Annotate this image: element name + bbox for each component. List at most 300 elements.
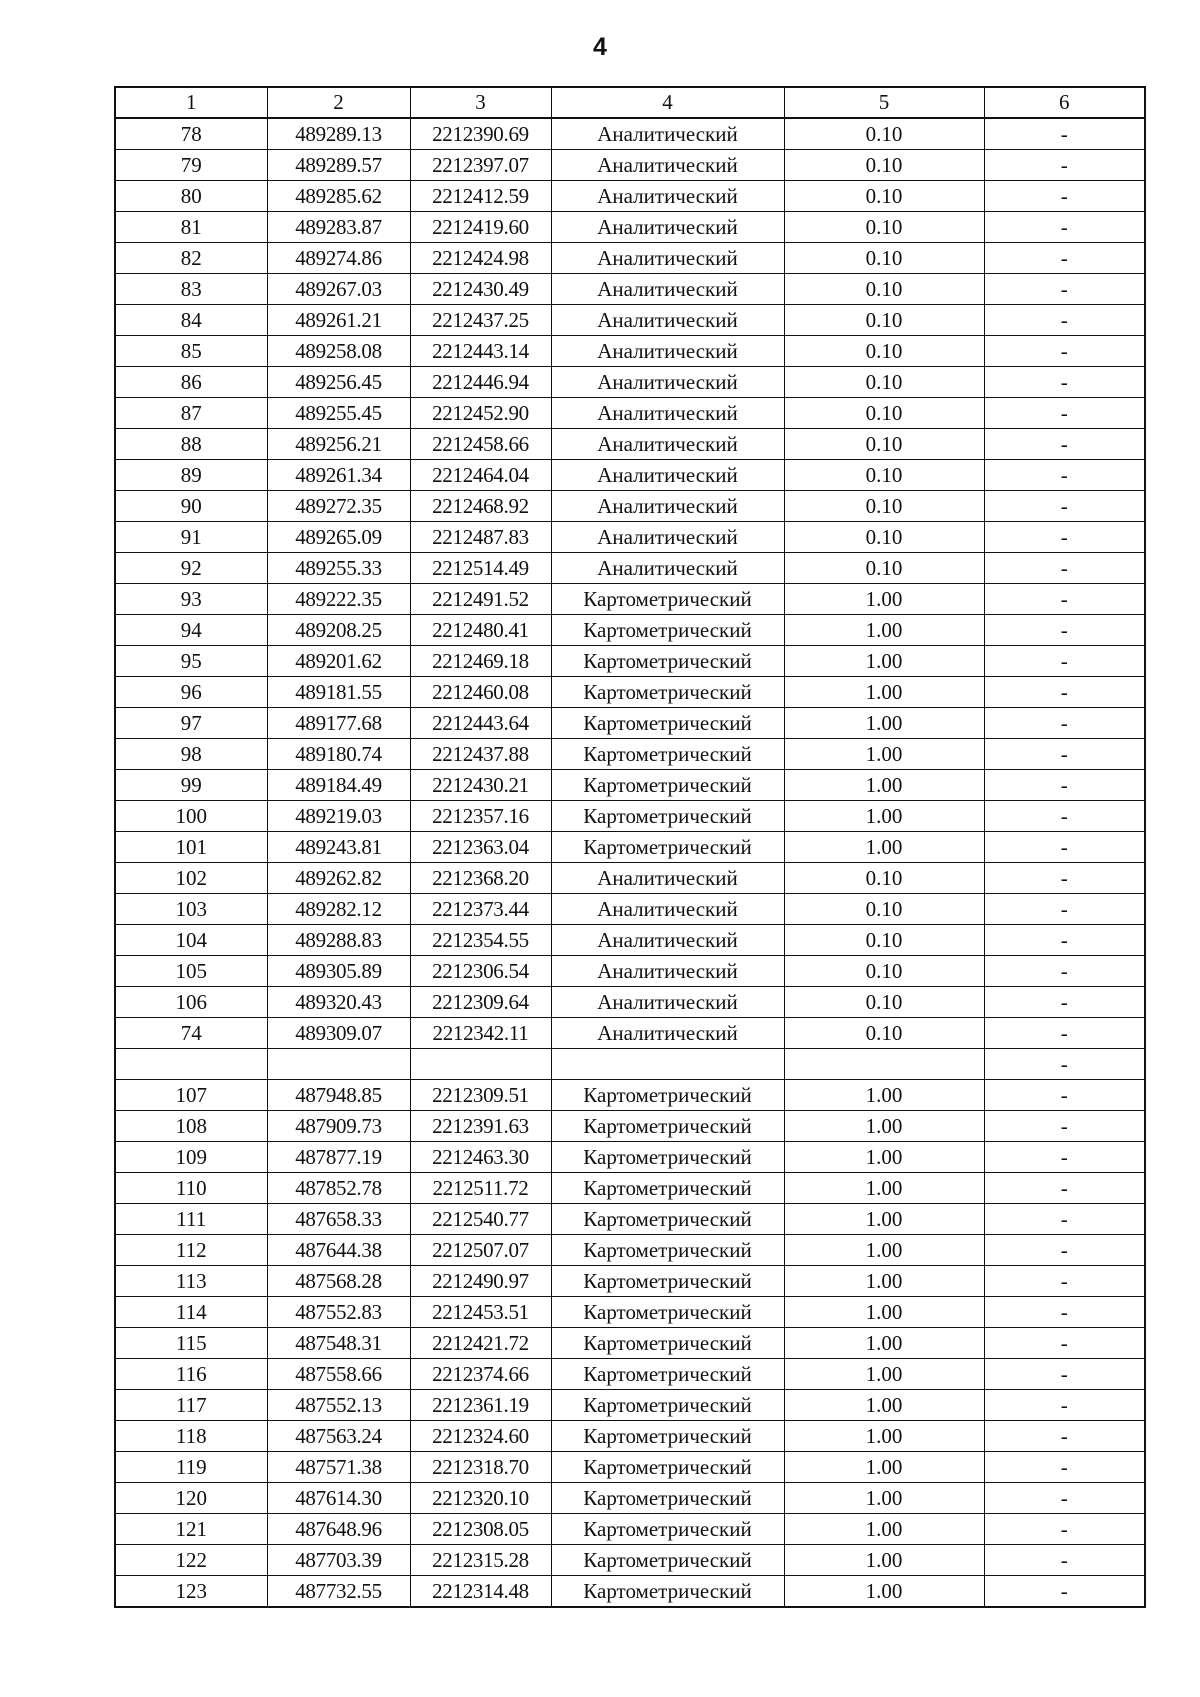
x-coordinate-cell: 489272.35 — [267, 491, 410, 522]
method-cell: Картометрический — [551, 677, 784, 708]
x-coordinate-cell: 489320.43 — [267, 987, 410, 1018]
accuracy-cell: 0.10 — [784, 212, 984, 243]
table-row — [115, 398, 1145, 429]
description-cell: - — [984, 1049, 1145, 1080]
table-row — [115, 615, 1145, 646]
description-cell: - — [984, 646, 1145, 677]
table-row — [115, 894, 1145, 925]
description-cell: - — [984, 398, 1145, 429]
point-number-cell: 91 — [115, 522, 267, 553]
accuracy-cell: 1.00 — [784, 832, 984, 863]
accuracy-cell: 0.10 — [784, 336, 984, 367]
y-coordinate-cell: 2212446.94 — [410, 367, 551, 398]
table-row — [115, 677, 1145, 708]
method-cell — [551, 1049, 784, 1080]
x-coordinate-cell: 489283.87 — [267, 212, 410, 243]
point-number-cell: 115 — [115, 1328, 267, 1359]
table-row — [115, 367, 1145, 398]
table-row — [115, 1018, 1145, 1049]
y-coordinate-cell: 2212419.60 — [410, 212, 551, 243]
description-cell: - — [984, 118, 1145, 150]
point-number-cell: 98 — [115, 739, 267, 770]
accuracy-cell: 1.00 — [784, 1514, 984, 1545]
table-row — [115, 956, 1145, 987]
table-row — [115, 429, 1145, 460]
description-cell: - — [984, 1235, 1145, 1266]
table-row — [115, 150, 1145, 181]
accuracy-cell: 1.00 — [784, 1235, 984, 1266]
description-cell: - — [984, 1421, 1145, 1452]
accuracy-cell: 0.10 — [784, 118, 984, 150]
y-coordinate-cell: 2212443.14 — [410, 336, 551, 367]
y-coordinate-cell: 2212361.19 — [410, 1390, 551, 1421]
description-cell: - — [984, 894, 1145, 925]
method-cell: Аналитический — [551, 1018, 784, 1049]
description-cell: - — [984, 708, 1145, 739]
table-row — [115, 1576, 1145, 1608]
y-coordinate-cell: 2212308.05 — [410, 1514, 551, 1545]
point-number-cell: 114 — [115, 1297, 267, 1328]
method-cell: Аналитический — [551, 925, 784, 956]
method-cell: Картометрический — [551, 1545, 784, 1576]
method-cell: Аналитический — [551, 336, 784, 367]
y-coordinate-cell: 2212463.30 — [410, 1142, 551, 1173]
accuracy-cell: 0.10 — [784, 243, 984, 274]
y-coordinate-cell: 2212469.18 — [410, 646, 551, 677]
method-cell: Аналитический — [551, 398, 784, 429]
description-cell: - — [984, 1297, 1145, 1328]
point-number-cell: 93 — [115, 584, 267, 615]
table-row — [115, 305, 1145, 336]
table-row — [115, 491, 1145, 522]
x-coordinate-cell: 489255.45 — [267, 398, 410, 429]
method-cell: Картометрический — [551, 1235, 784, 1266]
x-coordinate-cell: 489208.25 — [267, 615, 410, 646]
method-cell: Картометрический — [551, 1328, 784, 1359]
accuracy-cell: 0.10 — [784, 1018, 984, 1049]
x-coordinate-cell: 487703.39 — [267, 1545, 410, 1576]
y-coordinate-cell: 2212490.97 — [410, 1266, 551, 1297]
accuracy-cell: 1.00 — [784, 1204, 984, 1235]
method-cell: Аналитический — [551, 522, 784, 553]
accuracy-cell: 0.10 — [784, 863, 984, 894]
y-coordinate-cell: 2212437.88 — [410, 739, 551, 770]
accuracy-cell: 0.10 — [784, 491, 984, 522]
description-cell: - — [984, 956, 1145, 987]
accuracy-cell: 0.10 — [784, 274, 984, 305]
table-row — [115, 1452, 1145, 1483]
accuracy-cell: 1.00 — [784, 615, 984, 646]
point-number-cell: 94 — [115, 615, 267, 646]
accuracy-cell: 1.00 — [784, 770, 984, 801]
column-header-6: 6 — [984, 87, 1145, 118]
accuracy-cell: 0.10 — [784, 987, 984, 1018]
table-row — [115, 770, 1145, 801]
description-cell: - — [984, 150, 1145, 181]
x-coordinate-cell: 489201.62 — [267, 646, 410, 677]
page-number: 4 — [593, 33, 607, 61]
accuracy-cell: 1.00 — [784, 1111, 984, 1142]
y-coordinate-cell: 2212511.72 — [410, 1173, 551, 1204]
method-cell: Картометрический — [551, 1390, 784, 1421]
x-coordinate-cell: 487732.55 — [267, 1576, 410, 1608]
method-cell: Картометрический — [551, 1142, 784, 1173]
x-coordinate-cell: 489181.55 — [267, 677, 410, 708]
x-coordinate-cell: 487568.28 — [267, 1266, 410, 1297]
accuracy-cell: 1.00 — [784, 708, 984, 739]
x-coordinate-cell: 489255.33 — [267, 553, 410, 584]
point-number-cell: 102 — [115, 863, 267, 894]
y-coordinate-cell: 2212464.04 — [410, 460, 551, 491]
description-cell: - — [984, 553, 1145, 584]
method-cell: Картометрический — [551, 1483, 784, 1514]
y-coordinate-cell — [410, 1049, 551, 1080]
y-coordinate-cell: 2212458.66 — [410, 429, 551, 460]
x-coordinate-cell: 487648.96 — [267, 1514, 410, 1545]
table-row — [115, 1049, 1145, 1080]
table-row — [115, 243, 1145, 274]
table-row — [115, 522, 1145, 553]
point-number-cell: 87 — [115, 398, 267, 429]
y-coordinate-cell: 2212540.77 — [410, 1204, 551, 1235]
y-coordinate-cell: 2212368.20 — [410, 863, 551, 894]
x-coordinate-cell: 489256.21 — [267, 429, 410, 460]
y-coordinate-cell: 2212391.63 — [410, 1111, 551, 1142]
table-row — [115, 553, 1145, 584]
description-cell: - — [984, 1266, 1145, 1297]
table-row — [115, 212, 1145, 243]
table-row — [115, 1390, 1145, 1421]
description-cell: - — [984, 181, 1145, 212]
table-row — [115, 987, 1145, 1018]
table-row — [115, 708, 1145, 739]
accuracy-cell: 0.10 — [784, 181, 984, 212]
method-cell: Аналитический — [551, 553, 784, 584]
table-row — [115, 1111, 1145, 1142]
method-cell: Аналитический — [551, 118, 784, 150]
point-number-cell: 83 — [115, 274, 267, 305]
accuracy-cell: 0.10 — [784, 553, 984, 584]
description-cell: - — [984, 243, 1145, 274]
x-coordinate-cell: 489289.57 — [267, 150, 410, 181]
x-coordinate-cell: 489274.86 — [267, 243, 410, 274]
accuracy-cell: 1.00 — [784, 1080, 984, 1111]
y-coordinate-cell: 2212480.41 — [410, 615, 551, 646]
y-coordinate-cell: 2212452.90 — [410, 398, 551, 429]
point-number-cell: 78 — [115, 118, 267, 150]
y-coordinate-cell: 2212421.72 — [410, 1328, 551, 1359]
method-cell: Аналитический — [551, 150, 784, 181]
column-header-2: 2 — [267, 87, 410, 118]
description-cell: - — [984, 677, 1145, 708]
point-number-cell: 95 — [115, 646, 267, 677]
accuracy-cell: 0.10 — [784, 367, 984, 398]
x-coordinate-cell: 487614.30 — [267, 1483, 410, 1514]
x-coordinate-cell: 489265.09 — [267, 522, 410, 553]
description-cell: - — [984, 1204, 1145, 1235]
table-row — [115, 1421, 1145, 1452]
point-number-cell — [115, 1049, 267, 1080]
x-coordinate-cell: 487852.78 — [267, 1173, 410, 1204]
x-coordinate-cell: 487877.19 — [267, 1142, 410, 1173]
point-number-cell: 82 — [115, 243, 267, 274]
table-row — [115, 274, 1145, 305]
y-coordinate-cell: 2212309.64 — [410, 987, 551, 1018]
accuracy-cell: 1.00 — [784, 677, 984, 708]
x-coordinate-cell — [267, 1049, 410, 1080]
method-cell: Аналитический — [551, 181, 784, 212]
description-cell: - — [984, 212, 1145, 243]
description-cell: - — [984, 367, 1145, 398]
method-cell: Картометрический — [551, 801, 784, 832]
table-row — [115, 925, 1145, 956]
point-number-cell: 108 — [115, 1111, 267, 1142]
table-row — [115, 646, 1145, 677]
description-cell: - — [984, 522, 1145, 553]
point-number-cell: 118 — [115, 1421, 267, 1452]
table-row — [115, 1514, 1145, 1545]
method-cell: Аналитический — [551, 863, 784, 894]
accuracy-cell: 0.10 — [784, 956, 984, 987]
y-coordinate-cell: 2212424.98 — [410, 243, 551, 274]
header-row — [115, 87, 1145, 118]
point-number-cell: 120 — [115, 1483, 267, 1514]
x-coordinate-cell: 489282.12 — [267, 894, 410, 925]
y-coordinate-cell: 2212453.51 — [410, 1297, 551, 1328]
method-cell: Картометрический — [551, 584, 784, 615]
x-coordinate-cell: 489177.68 — [267, 708, 410, 739]
description-cell: - — [984, 863, 1145, 894]
accuracy-cell: 1.00 — [784, 1297, 984, 1328]
table-row — [115, 863, 1145, 894]
method-cell: Картометрический — [551, 1359, 784, 1390]
y-coordinate-cell: 2212318.70 — [410, 1452, 551, 1483]
accuracy-cell: 0.10 — [784, 460, 984, 491]
description-cell: - — [984, 1452, 1145, 1483]
point-number-cell: 119 — [115, 1452, 267, 1483]
table-row — [115, 584, 1145, 615]
table-row — [115, 1328, 1145, 1359]
y-coordinate-cell: 2212487.83 — [410, 522, 551, 553]
accuracy-cell: 1.00 — [784, 646, 984, 677]
description-cell: - — [984, 1483, 1145, 1514]
method-cell: Картометрический — [551, 1111, 784, 1142]
y-coordinate-cell: 2212309.51 — [410, 1080, 551, 1111]
method-cell: Аналитический — [551, 243, 784, 274]
table-row — [115, 1545, 1145, 1576]
description-cell: - — [984, 1359, 1145, 1390]
method-cell: Аналитический — [551, 429, 784, 460]
table-row — [115, 1483, 1145, 1514]
x-coordinate-cell: 489256.45 — [267, 367, 410, 398]
x-coordinate-cell: 489184.49 — [267, 770, 410, 801]
description-cell: - — [984, 1576, 1145, 1608]
description-cell: - — [984, 801, 1145, 832]
table-row — [115, 1359, 1145, 1390]
point-number-cell: 106 — [115, 987, 267, 1018]
method-cell: Картометрический — [551, 1421, 784, 1452]
x-coordinate-cell: 489285.62 — [267, 181, 410, 212]
y-coordinate-cell: 2212430.49 — [410, 274, 551, 305]
table-row — [115, 1204, 1145, 1235]
point-number-cell: 113 — [115, 1266, 267, 1297]
description-cell: - — [984, 832, 1145, 863]
description-cell: - — [984, 1142, 1145, 1173]
x-coordinate-cell: 489305.89 — [267, 956, 410, 987]
x-coordinate-cell: 487948.85 — [267, 1080, 410, 1111]
point-number-cell: 109 — [115, 1142, 267, 1173]
x-coordinate-cell: 487644.38 — [267, 1235, 410, 1266]
method-cell: Аналитический — [551, 491, 784, 522]
accuracy-cell: 0.10 — [784, 305, 984, 336]
point-number-cell: 80 — [115, 181, 267, 212]
x-coordinate-cell: 487552.13 — [267, 1390, 410, 1421]
description-cell: - — [984, 739, 1145, 770]
method-cell: Картометрический — [551, 1080, 784, 1111]
table-row — [115, 1173, 1145, 1204]
description-cell: - — [984, 491, 1145, 522]
accuracy-cell: 1.00 — [784, 584, 984, 615]
point-number-cell: 85 — [115, 336, 267, 367]
x-coordinate-cell: 489261.21 — [267, 305, 410, 336]
column-header-1: 1 — [115, 87, 267, 118]
description-cell: - — [984, 1018, 1145, 1049]
point-number-cell: 81 — [115, 212, 267, 243]
y-coordinate-cell: 2212390.69 — [410, 118, 551, 150]
method-cell: Картометрический — [551, 739, 784, 770]
accuracy-cell: 1.00 — [784, 739, 984, 770]
y-coordinate-cell: 2212468.92 — [410, 491, 551, 522]
accuracy-cell: 0.10 — [784, 894, 984, 925]
point-number-cell: 105 — [115, 956, 267, 987]
table-row — [115, 460, 1145, 491]
accuracy-cell: 0.10 — [784, 150, 984, 181]
method-cell: Картометрический — [551, 1452, 784, 1483]
y-coordinate-cell: 2212460.08 — [410, 677, 551, 708]
accuracy-cell: 1.00 — [784, 1421, 984, 1452]
y-coordinate-cell: 2212397.07 — [410, 150, 551, 181]
y-coordinate-cell: 2212412.59 — [410, 181, 551, 212]
table-row — [115, 118, 1145, 150]
coordinates-table — [114, 86, 1146, 1608]
y-coordinate-cell: 2212342.11 — [410, 1018, 551, 1049]
point-number-cell: 89 — [115, 460, 267, 491]
description-cell: - — [984, 584, 1145, 615]
accuracy-cell: 1.00 — [784, 801, 984, 832]
table-row — [115, 801, 1145, 832]
description-cell: - — [984, 274, 1145, 305]
y-coordinate-cell: 2212306.54 — [410, 956, 551, 987]
method-cell: Аналитический — [551, 305, 784, 336]
x-coordinate-cell: 489289.13 — [267, 118, 410, 150]
point-number-cell: 111 — [115, 1204, 267, 1235]
method-cell: Картометрический — [551, 708, 784, 739]
point-number-cell: 84 — [115, 305, 267, 336]
point-number-cell: 100 — [115, 801, 267, 832]
description-cell: - — [984, 1390, 1145, 1421]
description-cell: - — [984, 1514, 1145, 1545]
description-cell: - — [984, 925, 1145, 956]
table-row — [115, 1297, 1145, 1328]
y-coordinate-cell: 2212320.10 — [410, 1483, 551, 1514]
accuracy-cell: 0.10 — [784, 925, 984, 956]
method-cell: Картометрический — [551, 1576, 784, 1608]
accuracy-cell — [784, 1049, 984, 1080]
x-coordinate-cell: 487558.66 — [267, 1359, 410, 1390]
method-cell: Аналитический — [551, 274, 784, 305]
y-coordinate-cell: 2212430.21 — [410, 770, 551, 801]
table-row — [115, 1235, 1145, 1266]
x-coordinate-cell: 489262.82 — [267, 863, 410, 894]
accuracy-cell: 0.10 — [784, 429, 984, 460]
point-number-cell: 121 — [115, 1514, 267, 1545]
x-coordinate-cell: 487658.33 — [267, 1204, 410, 1235]
method-cell: Аналитический — [551, 894, 784, 925]
description-cell: - — [984, 1545, 1145, 1576]
point-number-cell: 97 — [115, 708, 267, 739]
accuracy-cell: 1.00 — [784, 1483, 984, 1514]
description-cell: - — [984, 336, 1145, 367]
accuracy-cell: 1.00 — [784, 1576, 984, 1608]
method-cell: Аналитический — [551, 987, 784, 1018]
y-coordinate-cell: 2212354.55 — [410, 925, 551, 956]
y-coordinate-cell: 2212314.48 — [410, 1576, 551, 1608]
point-number-cell: 88 — [115, 429, 267, 460]
accuracy-cell: 0.10 — [784, 522, 984, 553]
y-coordinate-cell: 2212357.16 — [410, 801, 551, 832]
method-cell: Картометрический — [551, 1514, 784, 1545]
point-number-cell: 90 — [115, 491, 267, 522]
y-coordinate-cell: 2212491.52 — [410, 584, 551, 615]
table-row — [115, 336, 1145, 367]
table-row — [115, 1080, 1145, 1111]
description-cell: - — [984, 987, 1145, 1018]
description-cell: - — [984, 460, 1145, 491]
method-cell: Картометрический — [551, 1297, 784, 1328]
x-coordinate-cell: 487571.38 — [267, 1452, 410, 1483]
accuracy-cell: 1.00 — [784, 1266, 984, 1297]
point-number-cell: 101 — [115, 832, 267, 863]
x-coordinate-cell: 487548.31 — [267, 1328, 410, 1359]
table-row — [115, 181, 1145, 212]
method-cell: Аналитический — [551, 367, 784, 398]
x-coordinate-cell: 489258.08 — [267, 336, 410, 367]
point-number-cell: 123 — [115, 1576, 267, 1608]
point-number-cell: 117 — [115, 1390, 267, 1421]
point-number-cell: 86 — [115, 367, 267, 398]
x-coordinate-cell: 489219.03 — [267, 801, 410, 832]
table-row — [115, 1142, 1145, 1173]
point-number-cell: 74 — [115, 1018, 267, 1049]
x-coordinate-cell: 489222.35 — [267, 584, 410, 615]
description-cell: - — [984, 1173, 1145, 1204]
accuracy-cell: 1.00 — [784, 1359, 984, 1390]
method-cell: Аналитический — [551, 460, 784, 491]
point-number-cell: 107 — [115, 1080, 267, 1111]
y-coordinate-cell: 2212374.66 — [410, 1359, 551, 1390]
table-row — [115, 1266, 1145, 1297]
y-coordinate-cell: 2212443.64 — [410, 708, 551, 739]
accuracy-cell: 1.00 — [784, 1545, 984, 1576]
table-row — [115, 739, 1145, 770]
table-row — [115, 832, 1145, 863]
description-cell: - — [984, 1111, 1145, 1142]
description-cell: - — [984, 615, 1145, 646]
method-cell: Аналитический — [551, 956, 784, 987]
x-coordinate-cell: 487552.83 — [267, 1297, 410, 1328]
y-coordinate-cell: 2212363.04 — [410, 832, 551, 863]
description-cell: - — [984, 1328, 1145, 1359]
